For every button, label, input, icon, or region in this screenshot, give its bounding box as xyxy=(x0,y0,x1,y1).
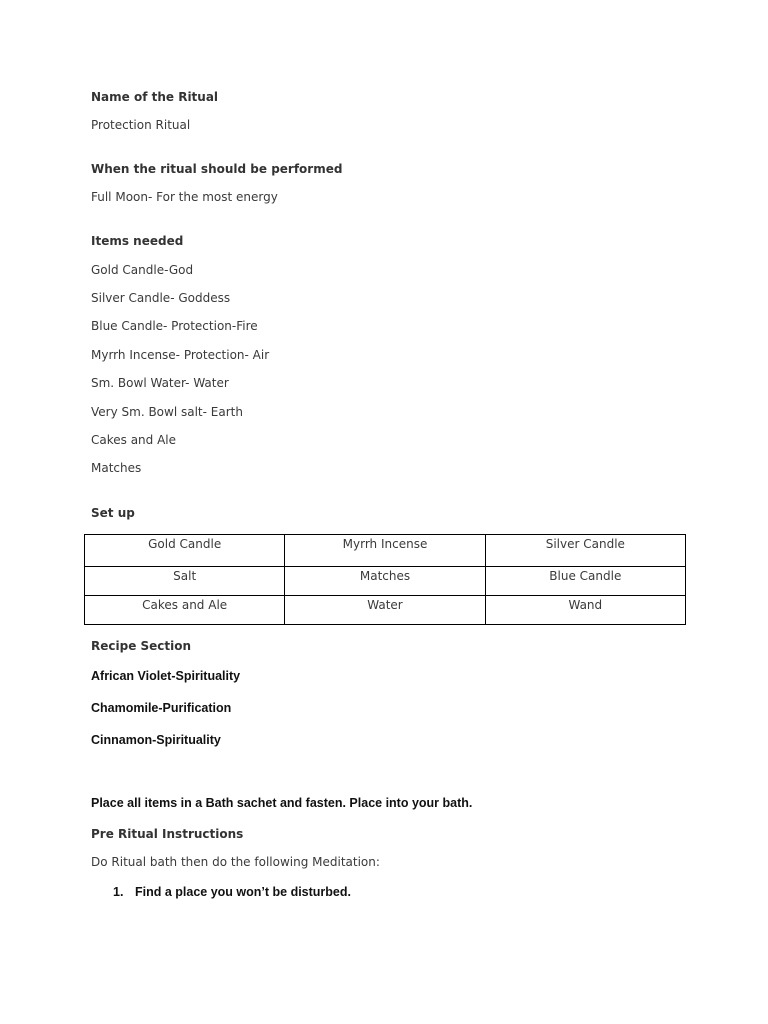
item-water-bowl: Sm. Bowl Water- Water xyxy=(91,376,229,390)
table-row xyxy=(85,567,686,596)
heading-items-needed: Items needed xyxy=(91,234,184,248)
item-gold-candle: Gold Candle-God xyxy=(91,263,194,277)
heading-name-of-ritual: Name of the Ritual xyxy=(91,90,219,104)
table-cell: Blue Candle xyxy=(485,567,685,596)
when-performed-text: Full Moon- For the most energy xyxy=(91,190,278,204)
setup-table xyxy=(84,534,686,625)
recipe-chamomile: Chamomile-Purification xyxy=(91,701,232,715)
step-number: 1. xyxy=(113,885,124,899)
table-cell: Salt xyxy=(85,567,285,596)
recipe-african-violet: African Violet-Spirituality xyxy=(91,669,241,683)
table-cell: Matches xyxy=(285,567,485,596)
table-cell: Water xyxy=(285,596,485,625)
table-cell: Gold Candle xyxy=(85,535,285,567)
item-salt-bowl: Very Sm. Bowl salt- Earth xyxy=(91,405,243,419)
ritual-name: Protection Ritual xyxy=(91,118,191,132)
table-cell: Wand xyxy=(485,596,685,625)
heading-when-performed: When the ritual should be performed xyxy=(91,162,343,176)
table-cell: Cakes and Ale xyxy=(85,596,285,625)
recipe-cinnamon: Cinnamon-Spirituality xyxy=(91,733,221,747)
heading-recipe-section: Recipe Section xyxy=(91,639,192,653)
step-text: Find a place you won’t be disturbed. xyxy=(135,885,351,899)
table-row xyxy=(85,535,686,567)
heading-set-up: Set up xyxy=(91,506,135,520)
heading-pre-ritual: Pre Ritual Instructions xyxy=(91,827,244,841)
table-row xyxy=(85,596,686,625)
bath-instruction: Place all items in a Bath sachet and fasten. Place into your bath. xyxy=(91,796,473,810)
item-blue-candle: Blue Candle- Protection-Fire xyxy=(91,319,258,333)
item-silver-candle: Silver Candle- Goddess xyxy=(91,291,231,305)
item-myrrh-incense: Myrrh Incense- Protection- Air xyxy=(91,348,270,362)
table-cell: Silver Candle xyxy=(485,535,685,567)
item-matches: Matches xyxy=(91,461,142,475)
pre-ritual-text: Do Ritual bath then do the following Meditation: xyxy=(91,855,380,869)
table-cell: Myrrh Incense xyxy=(285,535,485,567)
item-cakes-and-ale: Cakes and Ale xyxy=(91,433,177,447)
